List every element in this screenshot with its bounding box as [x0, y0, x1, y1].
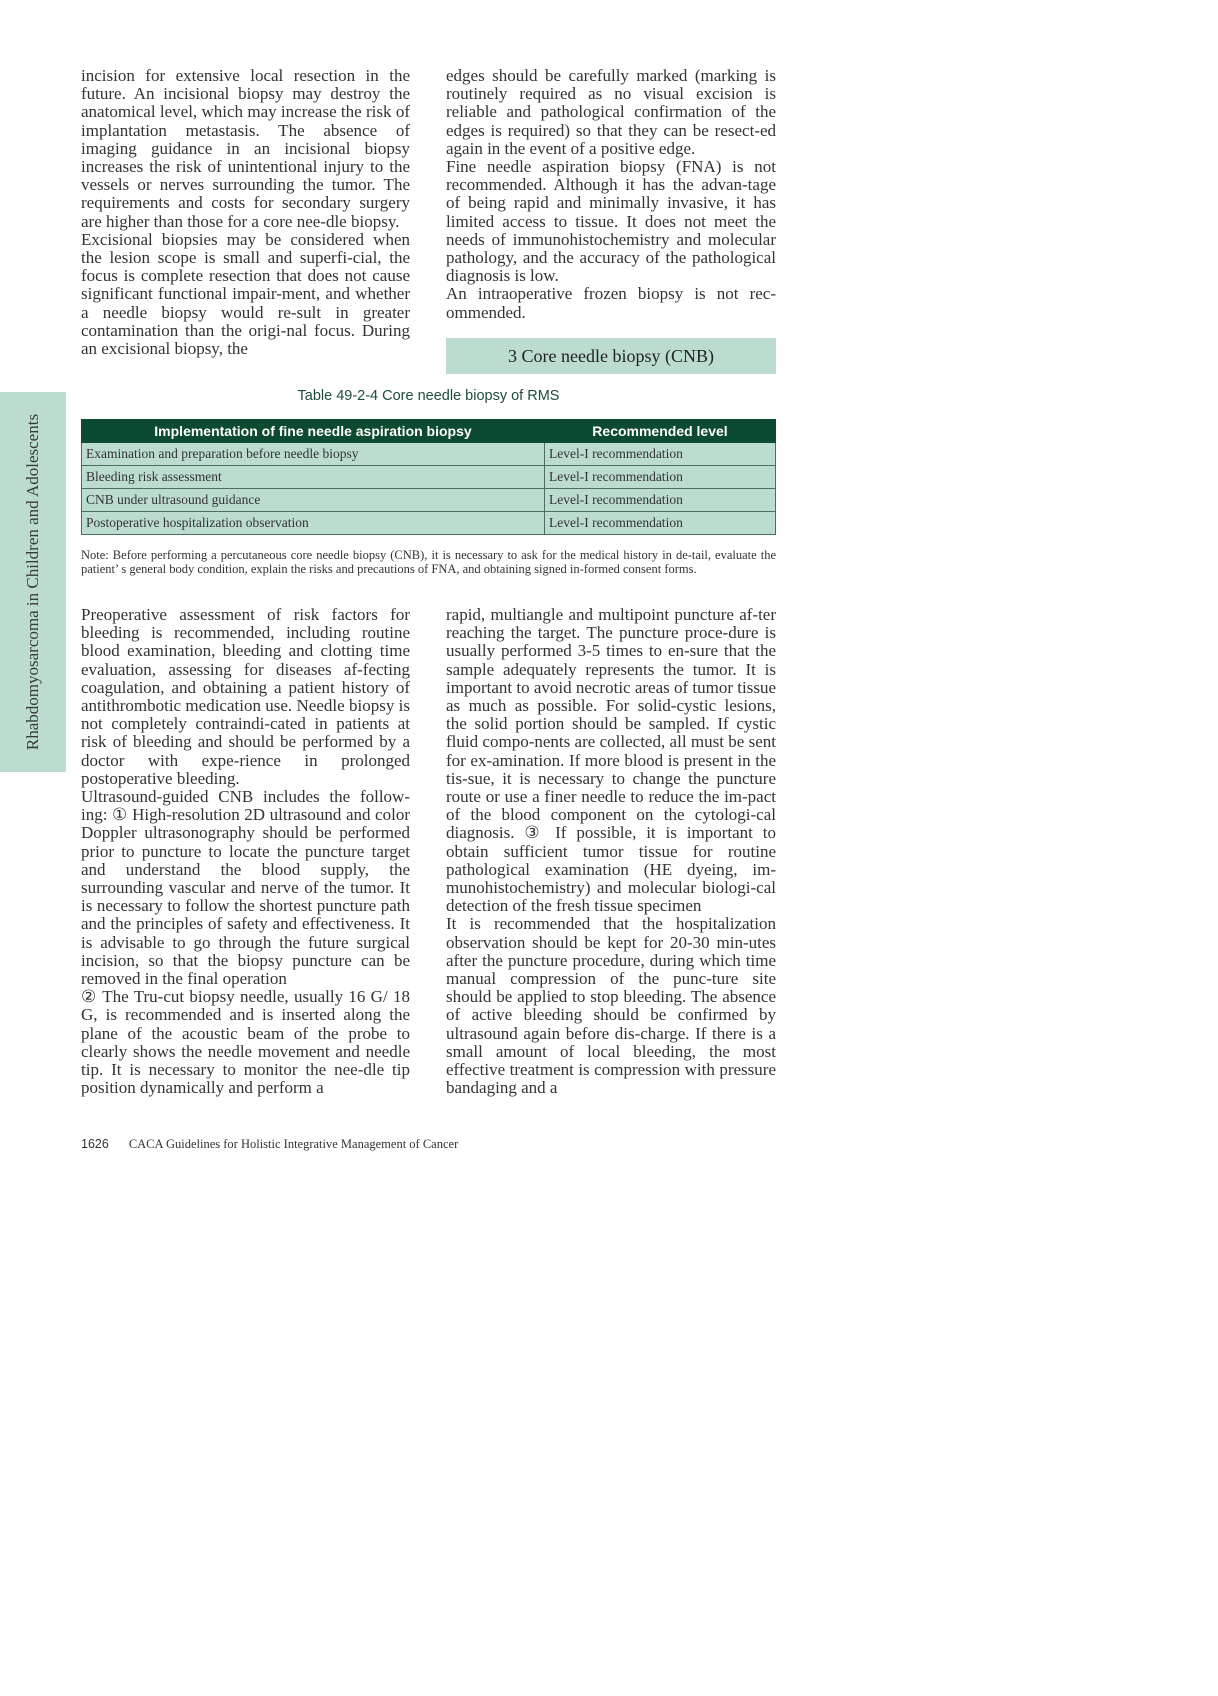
table-cell: Examination and preparation before needle biopsy	[82, 443, 545, 466]
table-row	[82, 489, 776, 512]
top-right-column	[446, 67, 776, 322]
paragraph: Preoperative assessment of risk factors for bleeding is recommended, including routine blood examination, bleeding and clotting time evaluation, assessing for diseases af-fecting coagulation, and obtaining a patient history of antithrombotic medication use. Needle biopsy is not completely contraindi-cated in patients at risk of bleeding and should be performed by a doctor with expe-rience in prolonged postoperative bleeding.	[81, 605, 410, 788]
paragraph: Excisional biopsies may be considered when the lesion scope is small and superfi-cial, the focus is complete resection that does not cause significant functional impair-ment, and whether a needle biopsy would re-sult in greater contamination than the origi-nal focus. During an excisional biopsy, the	[81, 229, 410, 359]
book-title: CACA Guidelines for Holistic Integrative Management of Cancer	[128, 1137, 459, 1151]
page-number: 1626	[81, 1137, 109, 1151]
paragraph: edges should be carefully marked (marking is routinely required as no visual excision is reliable and pathological confirmation of the edges is required) so that they can be resect-ed again in the event of a positive edge.	[446, 66, 776, 158]
paragraph: It is recommended that the hospitalization observation should be kept for 20-30 min-utes after the puncture procedure, during which time manual compression of the punc-ture site should be applied to stop bleeding. The absence of active bleeding should be confirmed by ultrasound again before dis-charge. If there is a small amount of local bleeding, the most effective treatment is compression with pressure bandaging and a	[446, 914, 776, 1098]
paragraph: incision for extensive local resection in the future. An incisional biopsy may destroy the anatomical level, which may increase the risk of implantation metastasis. The absence of imaging guidance in an incisional biopsy increases the risk of unintentional injury to the vessels or nerves surrounding the tumor. The requirements and costs for secondary surgery are higher than those for a core nee-dle biopsy.	[81, 66, 410, 231]
table-row	[82, 466, 776, 489]
table-row	[82, 512, 776, 535]
recommendation-table	[81, 419, 776, 535]
paragraph: Ultrasound-guided CNB includes the follow-ing: ① High-resolution 2D ultrasound and color Doppler ultrasonography should be performed prior to puncture to locate the puncture target and understand the blood supply, the surrounding vascular and nerve of the tumor. It is necessary to follow the shortest puncture path and the principles of safety and effectiveness. It is advisable to go through the future surgical incision, so that the biopsy puncture can be removed in the final operation	[81, 787, 410, 989]
table-caption: Table 49-2-4 Core needle biopsy of RMS	[297, 388, 560, 404]
bottom-left-column	[81, 606, 410, 1097]
table-header-row	[82, 420, 776, 443]
paragraph: An intraoperative frozen biopsy is not rec-ommended.	[446, 284, 776, 322]
table-cell: Level-I recommendation	[545, 512, 776, 535]
bottom-right-column	[446, 606, 776, 1097]
table-cell: Level-I recommendation	[545, 466, 776, 489]
table-header-cell: Recommended level	[545, 420, 776, 443]
table-cell: CNB under ultrasound guidance	[82, 489, 545, 512]
paragraph: ② The Tru-cut biopsy needle, usually 16 G/ 18 G, is recommended and is inserted along the plane of the acoustic beam of the probe to clearly shows the needle movement and needle tip. It is necessary to monitor the nee-dle tip position dynamically and perform a	[81, 987, 410, 1098]
sidebar-chapter-label: Rhabdomyosarcoma in Children and Adolescents	[23, 413, 42, 751]
table-cell: Level-I recommendation	[545, 443, 776, 466]
top-left-column	[81, 67, 410, 358]
table-header-cell: Implementation of fine needle aspiration biopsy	[82, 420, 545, 443]
table-cell: Postoperative hospitalization observation	[82, 512, 545, 535]
table-cell: Level-I recommendation	[545, 489, 776, 512]
paragraph: rapid, multiangle and multipoint puncture af-ter reaching the target. The puncture proce-dure is usually performed 3-5 times to en-sure that the sample adequately represents the tumor. It is important to avoid necrotic areas of tumor tissue as much as possible. For solid-cystic lesions, the solid portion should be sampled. If cystic fluid compo-nents are collected, all must be sent for ex-amination. If more blood is present in the tis-sue, it is necessary to change the puncture route or use a finer needle to reduce the im-pact of the blood component on the cytologi-cal diagnosis. ③ If possible, it is important to obtain sufficient tumor tissue for routine pathological examination (HE dyeing, im-munohistochemistry) and molecular biologi-cal detection of the fresh tissue specimen	[446, 605, 776, 916]
section-heading: 3 Core needle biopsy (CNB)	[446, 338, 776, 374]
table-cell: Bleeding risk assessment	[82, 466, 545, 489]
page-footer	[81, 1137, 458, 1152]
table-note: Note: Before performing a percutaneous core needle biopsy (CNB), it is necessary to ask for the medical history in de-tail, evaluate the patient’ s general body condition, explain the risks and precautions of FNA, and obtaining signed in-formed consent forms.	[81, 548, 776, 577]
paragraph: Fine needle aspiration biopsy (FNA) is not recommended. Although it has the advan-tage of being rapid and minimally invasive, it has limited access to tissue. It does not meet the needs of immunohistochemistry and molecular pathology, and the accuracy of the pathological diagnosis is low.	[446, 157, 776, 286]
table-row	[82, 443, 776, 466]
